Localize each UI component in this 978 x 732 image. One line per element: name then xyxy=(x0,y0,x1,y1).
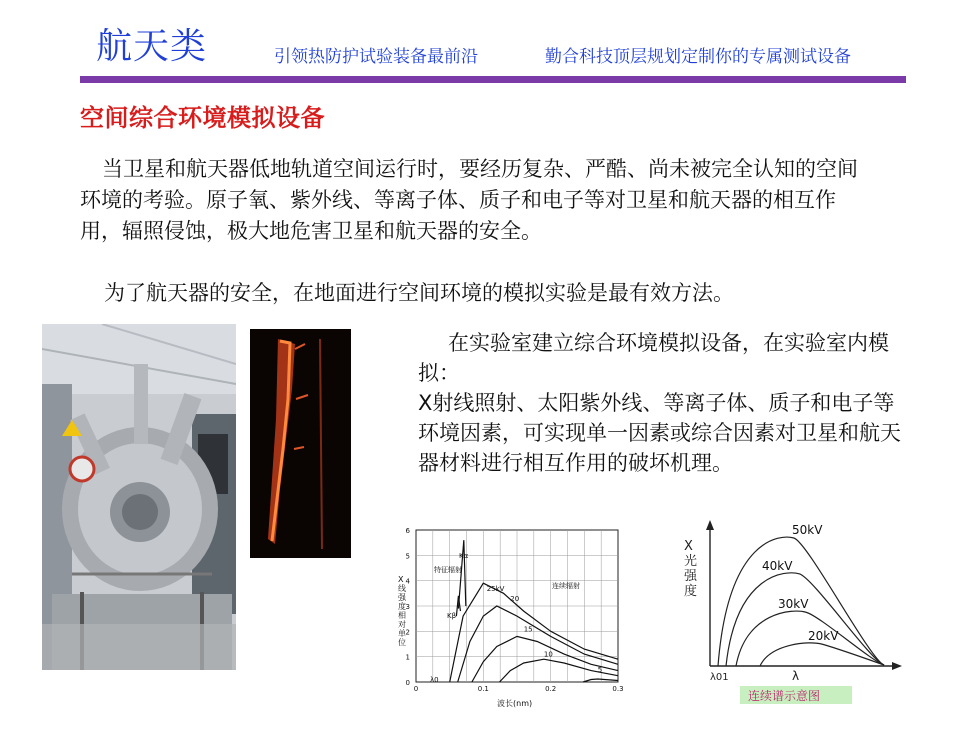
cont-series-line xyxy=(760,643,884,666)
xray-y-tick-label: 4 xyxy=(405,577,410,586)
xray-y-tick-label: 2 xyxy=(405,628,410,637)
xray-annot-char: 特征辐射 xyxy=(434,566,462,574)
xray-series-label: 10 xyxy=(543,650,553,659)
continuous-spectrum-chart xyxy=(680,518,905,708)
xray-x-axis-label: 波长(nm) xyxy=(497,699,533,708)
tagline-2: 勤合科技顶层规划定制你的专属测试设备 xyxy=(545,47,851,67)
right-description xyxy=(418,328,908,478)
tagline-1: 引领热防护试验装备最前沿 xyxy=(274,47,478,67)
xray-y-tick-label: 3 xyxy=(405,603,410,611)
cont-chart-title: 连续谱示意图 xyxy=(748,689,821,703)
cont-series-label: 50kV xyxy=(792,523,823,537)
header-divider xyxy=(80,76,906,83)
xray-annot-cont: 连续辐射 xyxy=(552,582,580,590)
xray-series-label: 5 xyxy=(597,665,603,674)
xray-annot-ka: Kα xyxy=(459,552,469,560)
xray-x-tick-label: 0 xyxy=(413,685,419,693)
cont-series-line xyxy=(726,573,884,666)
xray-series-label: 20 xyxy=(510,594,520,603)
cont-series-label: 30kV xyxy=(778,597,809,612)
xray-x-tick-label: 0.1 xyxy=(477,685,489,693)
xray-annot-kb: Kβ xyxy=(447,612,457,620)
xray-spectrum-chart xyxy=(392,522,632,710)
right-description-body: X射线照射、太阳紫外线、等离子体、质子和电子等环境因素，可实现单一因素或综合因素对卫星和航天器材料进行相互作用的破坏机理。 xyxy=(418,391,901,475)
cont-y-arrow xyxy=(706,520,714,530)
xray-x-tick-label: 0.3 xyxy=(612,685,624,693)
xray-annot-lambda0: λ0 xyxy=(430,676,439,684)
cont-series-label: 20kV xyxy=(808,629,839,644)
cont-origin-label: λ01 xyxy=(710,672,729,683)
intro-paragraph: 当卫星和航天器低地轨道空间运行时，要经历复杂、严酷、尚未被完全认知的空间环境的考验。原子氧、紫外线、等离子体、质子和电子等对卫星和航天器的相互作用，辐照侵蚀，极大地危害卫星和航天器的安全。 xyxy=(80,157,858,243)
page-title: 航天类 xyxy=(96,26,208,67)
cont-series-label: 40kV xyxy=(762,558,793,573)
xray-y-axis-label: X 线强度相对单位 xyxy=(398,575,406,647)
cont-x-arrow xyxy=(892,662,902,670)
method-paragraph: 为了航天器的安全，在地面进行空间环境的模拟实验是最有效方法。 xyxy=(104,281,734,305)
xray-x-tick-label: 0.2 xyxy=(545,685,557,693)
xray-peak-ka xyxy=(458,540,465,608)
xray-y-tick-label: 6 xyxy=(405,527,410,535)
equipment-photo xyxy=(42,324,236,670)
xray-y-tick-label: 1 xyxy=(405,653,410,662)
xray-y-tick-label: 5 xyxy=(405,552,410,561)
xray-series-label: 25kV xyxy=(486,584,505,593)
cont-x-axis-label: λ xyxy=(792,669,800,683)
xray-series-label: 15 xyxy=(523,625,533,634)
cont-y-axis-label: X 光强度 xyxy=(684,539,698,599)
right-description-intro: 在实验室建立综合环境模拟设备，在实验室内模拟： xyxy=(418,331,889,385)
thermal-glow-photo xyxy=(250,329,351,558)
xray-y-tick-label: 0 xyxy=(405,679,410,687)
section-title: 空间综合环境模拟设备 xyxy=(80,104,325,132)
